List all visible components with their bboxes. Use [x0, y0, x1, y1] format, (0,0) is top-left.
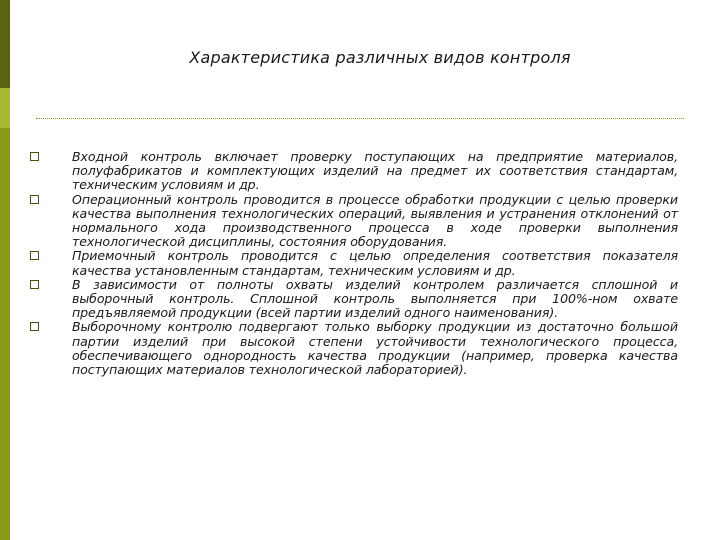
bullet-list	[30, 150, 678, 377]
square-bullet-icon	[30, 152, 39, 161]
item-lead: Входной контроль	[72, 149, 202, 164]
list-item	[30, 249, 678, 277]
left-accent-bar	[0, 0, 10, 540]
item-text: В зависимости от полноты охваты изделий контролем различается сплошной и выборочный контроль.	[72, 276, 678, 307]
item-lead: Операционный контроль	[72, 191, 239, 207]
item-text: включает проверку поступающих на предприятие материалов, полуфабрикатов и комплектующих изделий на предмет их соответствия стандартам, техническим условиям и др.	[72, 149, 678, 193]
item-lead: Сплошной контроль	[250, 291, 395, 307]
item-text: проводится с целью определения соответствия показателя качества установленным стандартам, техническим условиям и др.	[72, 248, 679, 278]
list-item	[30, 150, 678, 193]
list-item	[30, 193, 678, 250]
item-text: подвергают только выборку продукции из достаточно большой партии изделий при высокой степени устойчивости технологического процесса, обеспечивающего однородность качества продукции (например, проверка качества поступающих материалов технологической лабораторией).	[72, 319, 678, 378]
item-text: проводится в процессе обработки продукции с целью проверки качества выполнения технологических операций, выявления и устранения отклонений от нормального хода производственного процесса в ходе проверки выполнения технологической дисциплины, состояния оборудования.	[72, 191, 678, 250]
left-accent-bar-mid	[0, 88, 10, 128]
item-lead: Выборочному контролю	[72, 319, 233, 335]
left-accent-bar-dark	[0, 0, 10, 88]
slide-title: Характеристика различных видов контроля	[189, 48, 571, 67]
item-lead: Приемочный контроль	[72, 248, 229, 264]
title-divider	[36, 118, 684, 119]
square-bullet-icon	[30, 280, 39, 289]
item-text-continued: выполняется при 100%-ном охвате предъявляемой продукции (всей партии изделий одного наименования).	[72, 291, 678, 321]
list-item	[30, 320, 678, 377]
list-item	[30, 278, 678, 321]
square-bullet-icon	[30, 251, 39, 260]
square-bullet-icon	[30, 322, 39, 331]
square-bullet-icon	[30, 195, 39, 204]
